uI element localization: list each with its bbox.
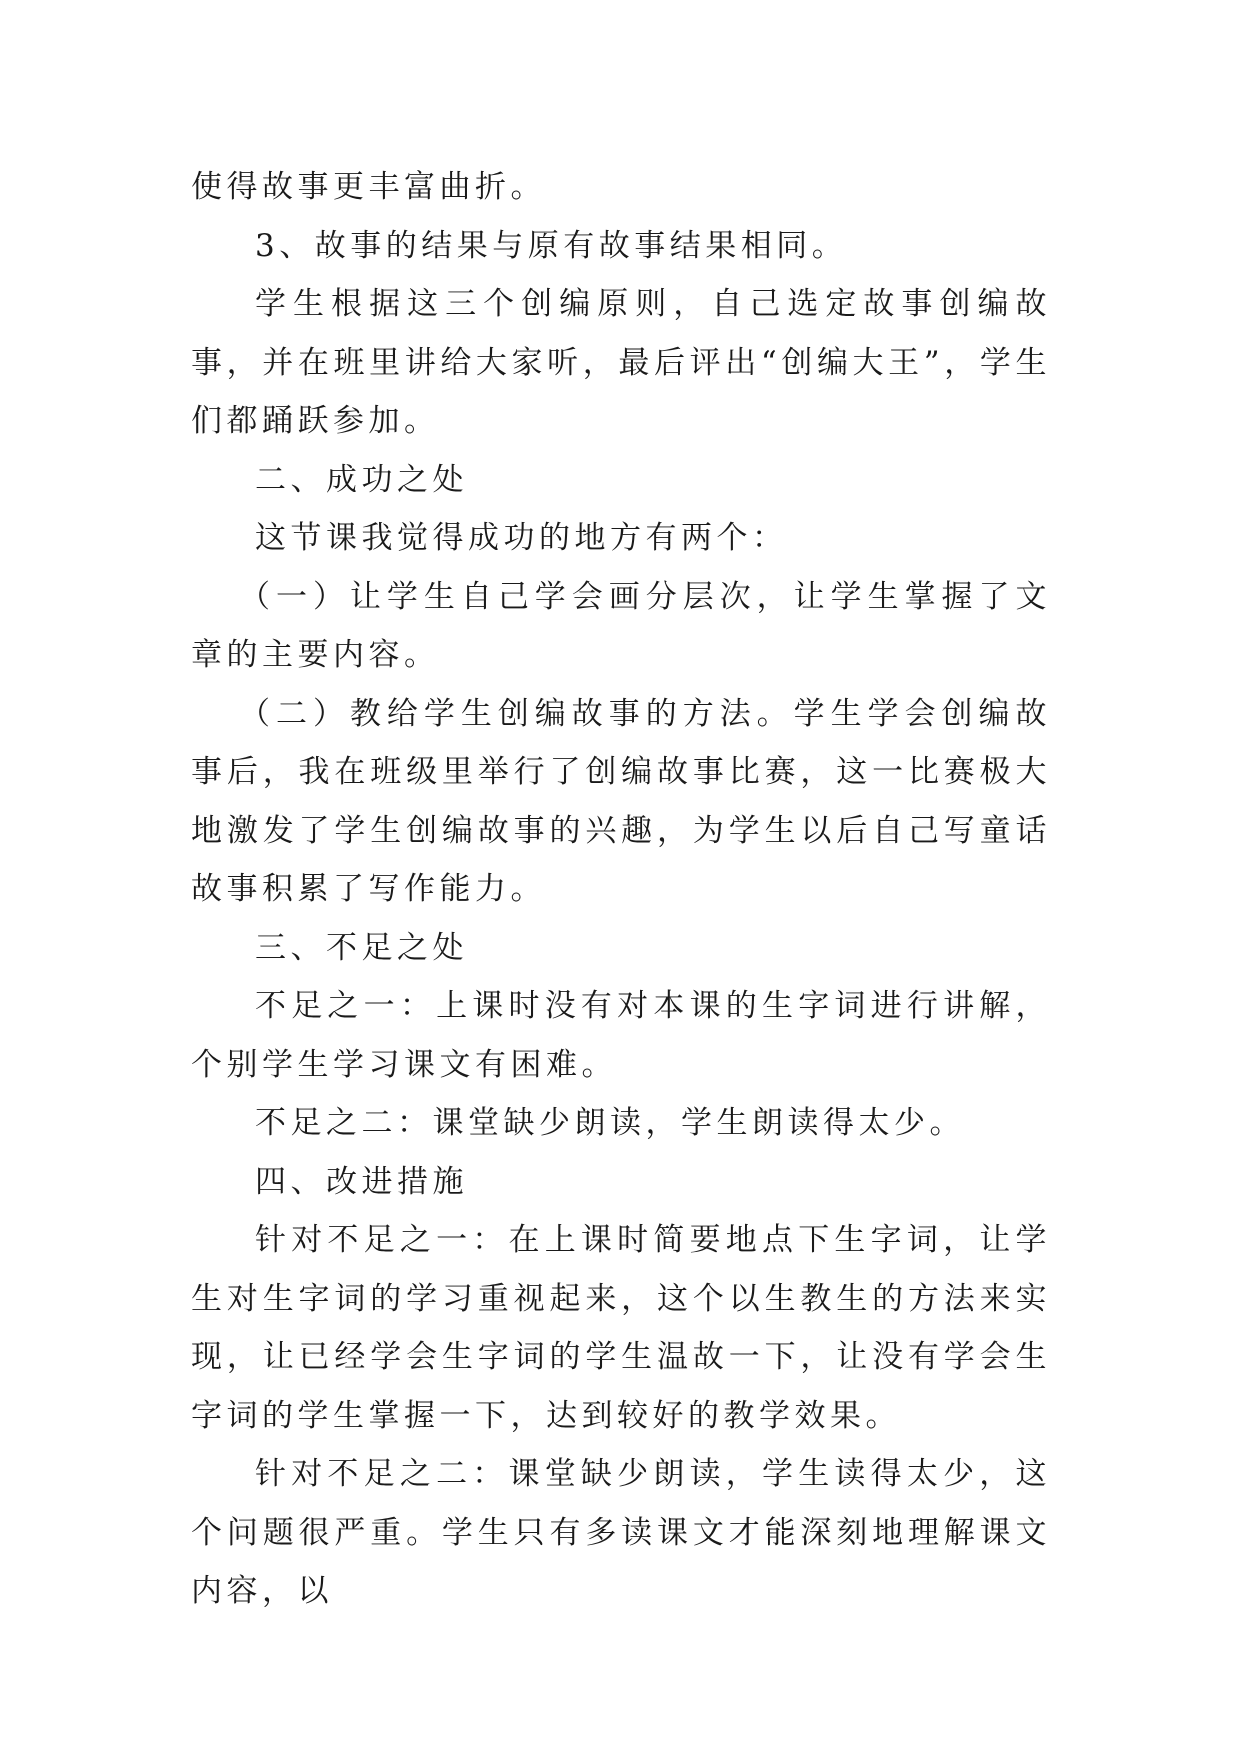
paragraph-success-1: （一）让学生自己学会画分层次，让学生掌握了文章的主要内容。 bbox=[191, 578, 1051, 673]
paragraph-student-activity: 学生根据这三个创编原则，自己选定故事创编故事，并在班里讲给大家听，最后评出“创编大王”，学生们都踊跃参加。 bbox=[191, 286, 1051, 439]
section-heading-successes: 二、成功之处 bbox=[255, 461, 468, 498]
section-heading-shortcomings: 三、不足之处 bbox=[255, 929, 468, 966]
paragraph-successes-intro: 这节课我觉得成功的地方有两个： bbox=[255, 520, 788, 556]
document-body bbox=[191, 158, 1051, 1621]
paragraph-shortcoming-2: 不足之二：课堂缺少朗读，学生朗读得太少。 bbox=[255, 1105, 965, 1141]
paragraph-shortcoming-1: 不足之一：上课时没有对本课的生字词进行讲解，个别学生学习课文有困难。 bbox=[191, 988, 1051, 1083]
paragraph-continuation: 使得故事更丰富曲折。 bbox=[191, 169, 546, 205]
section-heading-improvements: 四、改进措施 bbox=[255, 1163, 468, 1200]
paragraph-principle-3: 3、故事的结果与原有故事结果相同。 bbox=[255, 227, 848, 264]
paragraph-success-2: （二）教给学生创编故事的方法。学生学会创编故事后，我在班级里举行了创编故事比赛，这一比赛极大地激发了学生创编故事的兴趣，为学生以后自己写童话故事积累了写作能力。 bbox=[191, 695, 1051, 907]
paragraph-improvement-1: 针对不足之一：在上课时简要地点下生字词，让学生对生字词的学习重视起来，这个以生教生的方法来实现，让已经学会生字词的学生温故一下，让没有学会生字词的学生掌握一下，达到较好的教学效果。 bbox=[191, 1222, 1051, 1434]
paragraph-improvement-2: 针对不足之二：课堂缺少朗读，学生读得太少，这个问题很严重。学生只有多读课文才能深刻地理解课文内容，以 bbox=[191, 1456, 1051, 1609]
